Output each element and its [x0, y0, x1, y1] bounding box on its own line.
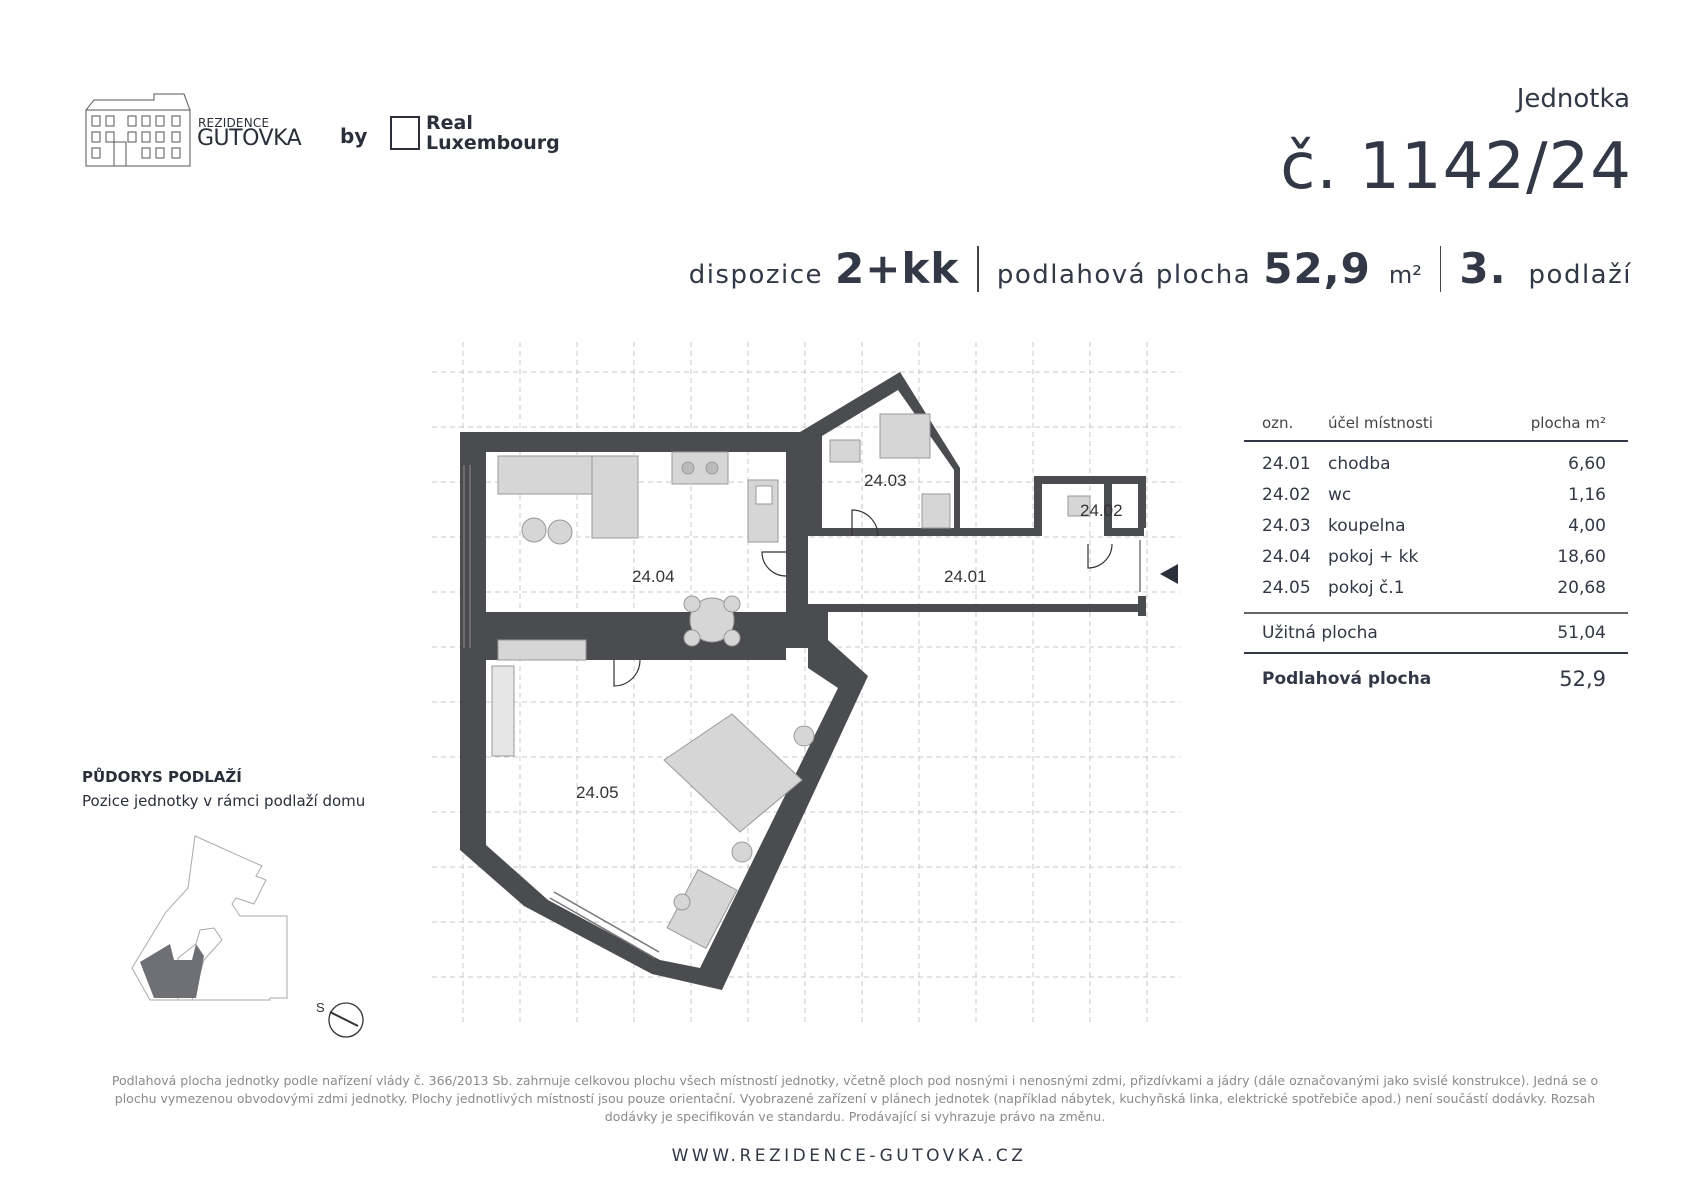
floor-value: 3. [1459, 244, 1507, 293]
floor-label: podlaží [1528, 260, 1632, 290]
room-label: 24.02 [1080, 501, 1123, 520]
row-area: 20,68 [1557, 577, 1606, 598]
summary-divider [977, 246, 979, 292]
table-row [1244, 479, 1628, 510]
row-code: 24.02 [1262, 484, 1311, 505]
partner-name [426, 113, 560, 153]
usable-area-label: Užitná plocha [1262, 622, 1378, 643]
row-area: 4,00 [1568, 515, 1606, 536]
partner-name-line1: Real [426, 112, 473, 134]
compass-icon [329, 1003, 363, 1037]
row-purpose: chodba [1328, 453, 1391, 474]
row-purpose: pokoj č.1 [1328, 577, 1405, 598]
col-purpose-header: účel místnosti [1328, 414, 1433, 432]
brand-by: by [340, 124, 368, 148]
entrance-arrow-icon [1160, 564, 1178, 584]
building-logo-icon [84, 92, 194, 170]
table-row [1244, 448, 1628, 479]
room-label: 24.01 [944, 567, 987, 586]
floor-plan [420, 340, 1200, 1040]
floor-position-map [80, 828, 380, 1048]
table-row [1244, 541, 1628, 572]
room-label: 24.04 [632, 567, 675, 586]
disclaimer-text: Podlahová plocha jednotky podle nařízení vlády č. 366/2013 Sb. zahrnuje celkovou plochu všech místností jednotky, včetně ploch pod nosnými i nenosnými zdmi, přizdívkami a jádry (dále označovanými jako svislé konstrukce). Jedná se o plochu vymezenou obvodovými zdmi jednotky. Plochy jednotlivých místností jsou pouze orientační. Vyobrazené zařízení v plánech jednotek (například nábytek, kuchyňská linka, elektrické spotřebiče apod.) není součástí dodávky. Rozsah dodávky je specifikován ve standardu. Prodávající si vyhrazuje právo na změnu. [111, 1073, 1599, 1124]
partner-logo-icon [390, 116, 420, 150]
usable-area-value: 51,04 [1557, 622, 1606, 643]
row-area: 18,60 [1557, 546, 1606, 567]
compass-label: S [316, 1000, 325, 1015]
table-header [1244, 406, 1628, 440]
table-row [1244, 510, 1628, 541]
floor-area-row [1244, 654, 1628, 704]
website-link[interactable]: WWW.REZIDENCE-GUTOVKA.CZ [671, 1146, 1027, 1166]
row-purpose: koupelna [1328, 515, 1406, 536]
brand-name: GUTOVKA [197, 126, 302, 151]
area-label: podlahová plocha [996, 260, 1252, 290]
floor-position-subtitle: Pozice jednotky v rámci podlaží domu [82, 792, 366, 810]
layout-label: dispozice [688, 260, 824, 290]
row-area: 1,16 [1568, 484, 1606, 505]
partner-name-line2: Luxembourg [426, 132, 560, 154]
area-value: 52,9 [1263, 244, 1371, 293]
row-purpose: pokoj + kk [1328, 546, 1419, 567]
row-code: 24.03 [1262, 515, 1311, 536]
floor-area-label: Podlahová plocha [1262, 668, 1432, 689]
row-code: 24.05 [1262, 577, 1311, 598]
layout-value: 2+kk [835, 244, 960, 293]
row-code: 24.04 [1262, 546, 1311, 567]
room-label: 24.05 [576, 783, 619, 802]
brand-small-text: REZIDENCE [198, 116, 270, 130]
col-area-header: plocha m² [1530, 414, 1606, 432]
table-row [1244, 572, 1628, 603]
unit-label: Jednotka [1516, 84, 1630, 114]
unit-summary [689, 244, 1632, 293]
area-unit: m² [1388, 261, 1422, 289]
room-label: 24.03 [864, 471, 907, 490]
summary-divider [1440, 246, 1442, 292]
col-code-header: ozn. [1262, 414, 1294, 432]
unit-number: č. 1142/24 [1280, 130, 1632, 204]
row-code: 24.01 [1262, 453, 1311, 474]
usable-area-row [1244, 614, 1628, 652]
unit-highlight [140, 944, 204, 998]
rooms-table [1244, 406, 1628, 704]
row-purpose: wc [1328, 484, 1352, 505]
row-area: 6,60 [1568, 453, 1606, 474]
floor-position-title: PŮDORYS PODLAŽÍ [82, 768, 242, 786]
floor-area-value: 52,9 [1559, 666, 1606, 691]
